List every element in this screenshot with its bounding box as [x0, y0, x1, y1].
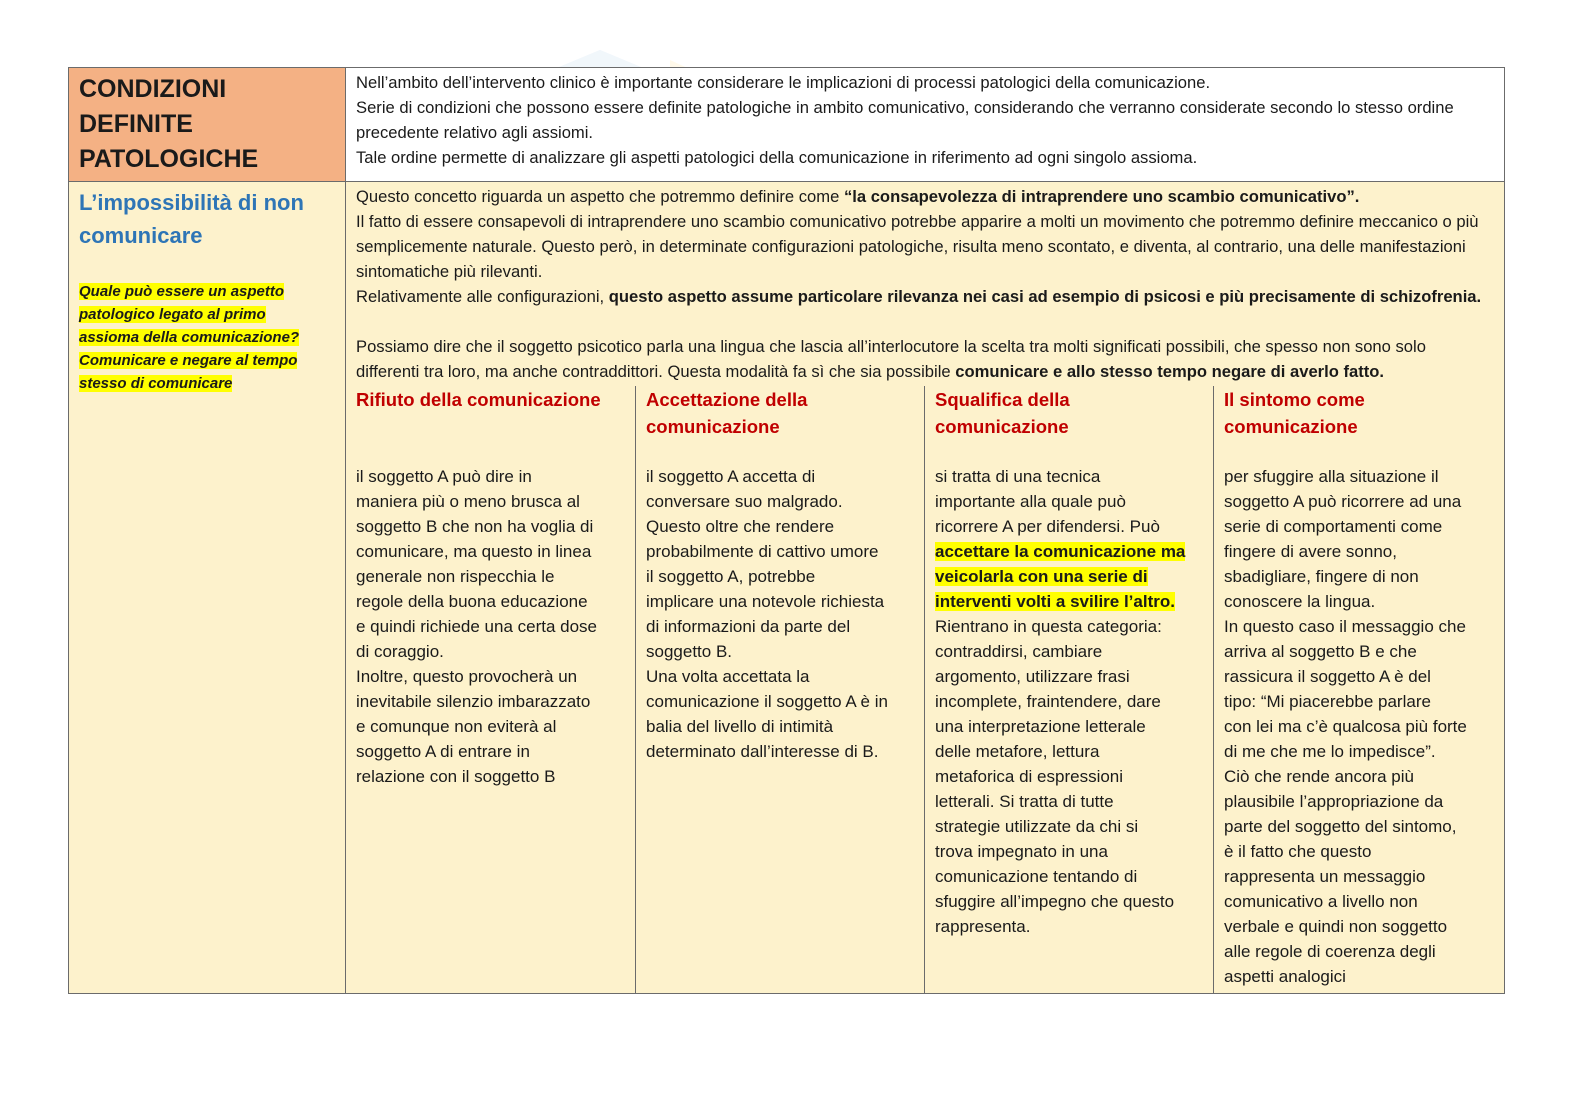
column-refusal-title: Rifiuto della comunicazione	[356, 389, 601, 410]
content-table	[68, 67, 1505, 994]
intro-paragraph-3: Tale ordine permette di analizzare gli aspetti patologici della comunicazione in riferimento ad ogni singolo assioma.	[356, 148, 1198, 167]
section-paragraph-1: Questo concetto riguarda un aspetto che potremmo definire come “la consapevolezza di intraprendere uno scambio comunicativo”.	[356, 187, 1360, 206]
key-phrase-negation: comunicare e allo stesso tempo negare di averlo fatto.	[955, 362, 1385, 381]
highlight-line-1: accettare la comunicazione ma	[935, 542, 1186, 561]
column-disqualification-title: Squalifica della comunicazione	[935, 389, 1070, 437]
header-row	[69, 68, 1505, 182]
header-title-line-1: CONDIZIONI	[79, 75, 227, 103]
section-paragraph-4: Possiamo dire che il soggetto psicotico parla una lingua che lascia all’interlocutore la scelta tra molti significati possibili, che spesso non sono solo differenti tra loro, ma anche contraddittori. Questa modalità fa sì che sia possibile comunicare e allo stesso tempo negare di averlo fatto.	[356, 337, 1426, 381]
strategy-columns	[346, 386, 1504, 993]
question-line-1: Quale può essere un aspetto	[79, 283, 285, 300]
header-title-line-3: PATOLOGICHE	[79, 145, 259, 173]
column-symptom	[1213, 386, 1502, 993]
intro-paragraph-2: Serie di condizioni che possono essere definite patologiche in ambito comunicativo, considerando che verranno considerate secondo lo stesso ordine precedente relativo agli assiomi.	[356, 98, 1454, 142]
question-line-4: Comunicare e negare al tempo	[79, 352, 298, 369]
column-symptom-title: Il sintomo come comunicazione	[1224, 389, 1365, 437]
column-refusal	[346, 386, 635, 993]
column-symptom-body: per sfuggire alla situazione il soggetto A può ricorrere ad una serie di comportamenti come fingere di avere sonno, sbadigliare, fingere di non conoscere la lingua. In questo caso il messaggio che arriva al soggetto B e che rassicura il soggetto A è del tipo: “Mi piacerebbe parlare con lei ma c’è qualcosa più forte di me che me lo impedisce”. Ciò che rende ancora più plausibile l’appropriazione da parte del soggetto del sintomo, è il fatto che questo rappresenta un messaggio comunicativo a livello non verbale e quindi non soggetto alle regole di coerenza degli aspetti analogici	[1224, 467, 1467, 986]
section-question	[79, 280, 335, 395]
question-line-2: patologico legato al primo	[79, 306, 266, 323]
section-title: L’impossibilità di non comunicare	[79, 190, 304, 248]
section-row	[69, 182, 1505, 994]
key-phrase-awareness: “la consapevolezza di intraprendere uno scambio comunicativo”.	[843, 187, 1360, 206]
column-disqualification	[924, 386, 1213, 993]
column-refusal-body: il soggetto A può dire in maniera più o meno brusca al soggetto B che non ha voglia di comunicare, ma questo in linea generale non rispecchia le regole della buona educazione e quindi richiede una certa dose di coraggio. Inoltre, questo provocherà un inevitabile silenzio imbarazzato e comunque non eviterà al soggetto A di entrare in relazione con il soggetto B	[356, 467, 597, 786]
section-content-cell	[346, 182, 1505, 994]
section-label-cell	[69, 182, 346, 994]
intro-paragraph-1: Nell’ambito dell’intervento clinico è importante considerare le implicazioni di processi patologici della comunicazione.	[356, 73, 1211, 92]
question-line-3: assioma della comunicazione?	[79, 329, 300, 346]
header-title-cell	[69, 68, 346, 182]
highlight-line-2: veicolarla con una serie di	[935, 567, 1148, 586]
section-paragraph-3: Relativamente alle configurazioni, questo aspetto assume particolare rilevanza nei casi ad esempio di psicosi e più precisamente di schizofrenia.	[356, 287, 1482, 306]
column-disqualification-body: si tratta di una tecnica importante alla quale può ricorrere A per difendersi. Può accettare la comunicazione ma veicolarla con una serie di interventi volti a svilire l’altro. Rientrano in questa categoria: contraddirsi, cambiare argomento, utilizzare frasi incomplete, fraintendere, dare una interpretazione letterale delle metafore, lettura metaforica di espressioni letterali. Si tratta di tutte strategie utilizzate da chi si trova impegnato in una comunicazione tentando di sfuggire all’impegno che questo rappresenta.	[935, 467, 1186, 936]
key-phrase-schizophrenia: questo aspetto assume particolare rilevanza nei casi ad esempio di psicosi e più precisamente di schizofrenia.	[608, 287, 1482, 306]
section-paragraph-2: Il fatto di essere consapevoli di intraprendere uno scambio comunicativo potrebbe apparire a molti un movimento che potremmo definire meccanico o più semplicemente naturale. Questo però, in determinate configurazioni patologiche, risulta meno scontato, e diventa, al contrario, una delle manifestazioni sintomatiche più rilevanti.	[356, 212, 1479, 281]
column-acceptance-title: Accettazione della comunicazione	[646, 389, 808, 437]
column-acceptance	[635, 386, 924, 993]
header-intro-cell	[346, 68, 1505, 182]
header-title-line-2: DEFINITE	[79, 110, 193, 138]
highlight-line-3: interventi volti a svilire l’altro.	[935, 592, 1175, 611]
question-line-5: stesso di comunicare	[79, 375, 233, 392]
column-acceptance-body: il soggetto A accetta di conversare suo malgrado. Questo oltre che rendere probabilmente di cattivo umore il soggetto A, potrebbe implicare una notevole richiesta di informazioni da parte del soggetto B. Una volta accettata la comunicazione il soggetto A è in balia del livello di intimità determinato dall’interesse di B.	[646, 467, 888, 761]
